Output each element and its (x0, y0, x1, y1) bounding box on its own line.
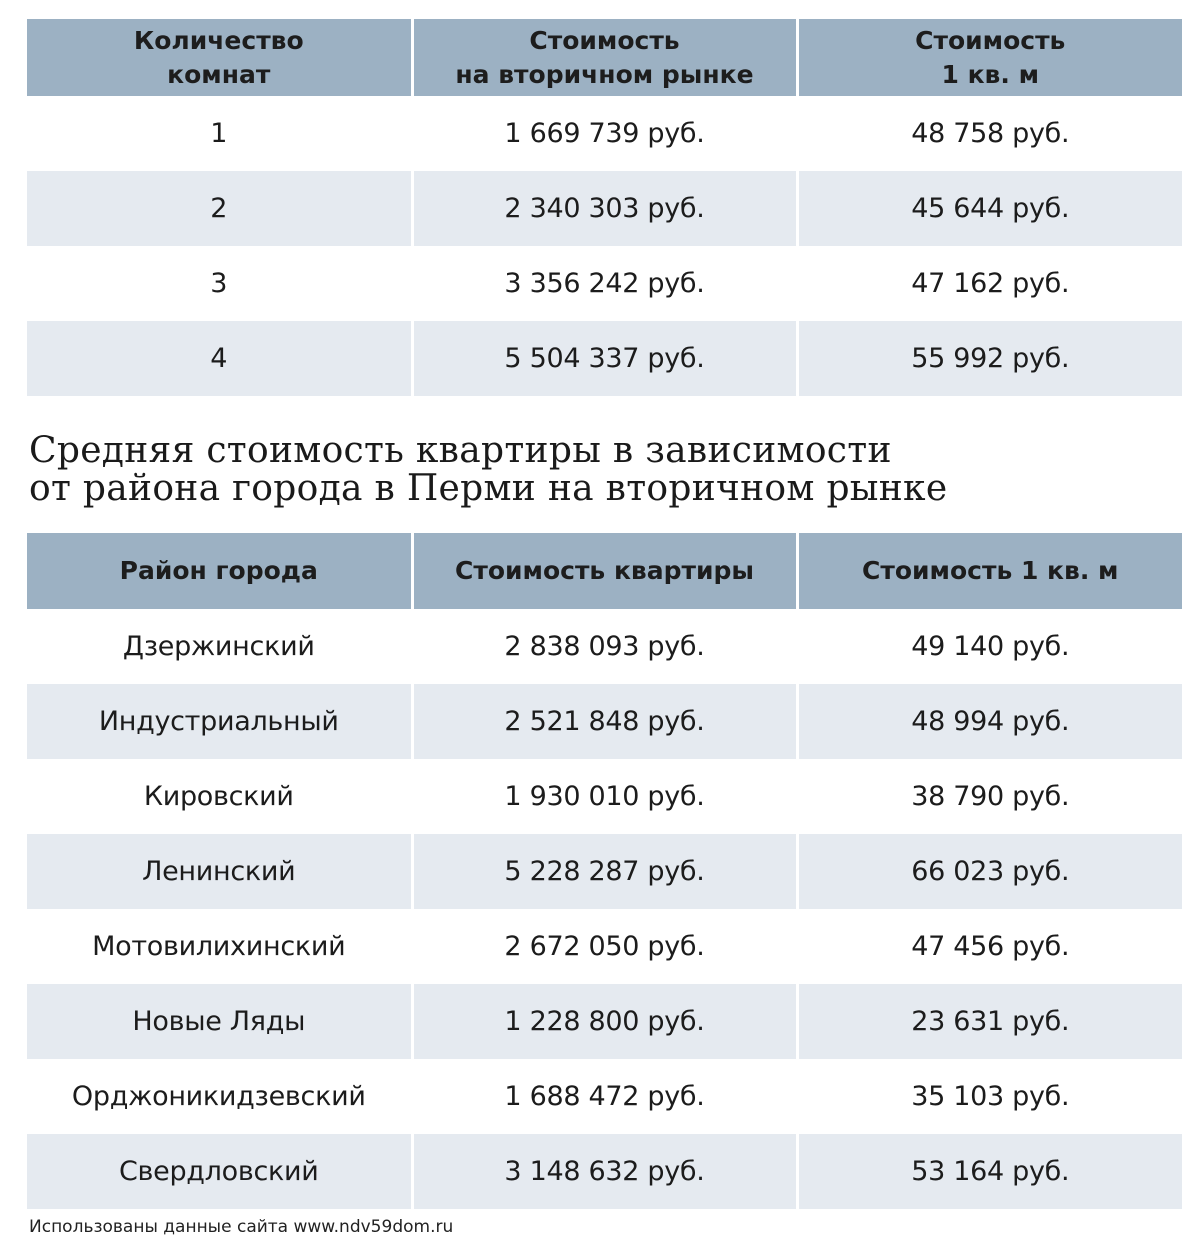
price-per-sqm-cell: 35 103 руб. (797, 1059, 1182, 1134)
district-cell: Ленинский (27, 834, 412, 909)
price-per-sqm-cell: 47 162 руб. (797, 246, 1182, 321)
price-cell: 5 228 287 руб. (412, 834, 797, 909)
header-line: Стоимость (915, 25, 1066, 55)
header-line: Стоимость (529, 25, 680, 55)
price-per-sqm-cell: 48 758 руб. (797, 96, 1182, 171)
table-row (27, 96, 1182, 171)
districts-price-table (27, 533, 1182, 1209)
price-per-sqm-cell: 49 140 руб. (797, 609, 1182, 684)
table-header-row (27, 533, 1182, 609)
rooms-cell: 4 (27, 321, 412, 396)
price-per-sqm-cell: 53 164 руб. (797, 1134, 1182, 1209)
table-row (27, 1134, 1182, 1209)
table-row (27, 684, 1182, 759)
price-per-sqm-cell: 48 994 руб. (797, 684, 1182, 759)
district-cell: Новые Ляды (27, 984, 412, 1059)
price-cell: 2 340 303 руб. (412, 171, 797, 246)
price-cell: 2 838 093 руб. (412, 609, 797, 684)
table-row (27, 609, 1182, 684)
table-row (27, 759, 1182, 834)
district-cell: Свердловский (27, 1134, 412, 1209)
rooms-cell: 3 (210, 268, 228, 299)
district-cell: Индустриальный (27, 684, 412, 759)
table-row (27, 834, 1182, 909)
price-cell: 1 930 010 руб. (412, 759, 797, 834)
source-note: Использованы данные сайта www.ndv59dom.ru (29, 1217, 454, 1237)
price-per-sqm-cell: 45 644 руб. (797, 171, 1182, 246)
table-header-row (27, 19, 1182, 96)
section-title-line: от района города в Перми на вторичном рынке (29, 468, 948, 509)
column-header-price-per-sqm: Стоимость 1 кв. м (797, 533, 1182, 609)
header-line: Количество (133, 25, 304, 55)
table-row (27, 246, 1182, 321)
rooms-cell: 2 (27, 171, 412, 246)
price-cell: 3 148 632 руб. (412, 1134, 797, 1209)
price-cell: 1 228 800 руб. (412, 984, 797, 1059)
section-title-line: Средняя стоимость квартиры в зависимости (29, 430, 892, 471)
price-cell: 1 669 739 руб. (412, 96, 797, 171)
price-cell: 2 672 050 руб. (412, 909, 797, 984)
district-cell: Мотовилихинский (92, 931, 346, 962)
header-line: комнат (167, 59, 271, 89)
column-header-price-per-sqm (797, 19, 1182, 96)
rooms-price-table (27, 19, 1182, 396)
column-header-secondary-price (412, 19, 797, 96)
price-cell: 5 504 337 руб. (412, 321, 797, 396)
district-cell: Дзержинский (122, 631, 315, 662)
header-line: на вторичном рынке (455, 59, 754, 89)
rooms-cell: 1 (210, 118, 228, 149)
column-header-rooms (27, 19, 412, 96)
price-cell: 1 688 472 руб. (412, 1059, 797, 1134)
column-header-apartment-price: Стоимость квартиры (412, 533, 797, 609)
price-per-sqm-cell: 23 631 руб. (797, 984, 1182, 1059)
price-per-sqm-cell: 66 023 руб. (797, 834, 1182, 909)
district-cell: Орджоникидзевский (71, 1081, 366, 1112)
table-row (27, 321, 1182, 396)
price-per-sqm-cell: 47 456 руб. (797, 909, 1182, 984)
price-cell: 2 521 848 руб. (412, 684, 797, 759)
table-row (27, 984, 1182, 1059)
price-cell: 3 356 242 руб. (412, 246, 797, 321)
header-line: 1 кв. м (941, 59, 1040, 89)
table-row (27, 171, 1182, 246)
table-row (27, 1059, 1182, 1134)
district-cell: Кировский (143, 781, 294, 812)
section-title (29, 432, 947, 508)
column-header-district: Район города (27, 533, 412, 609)
price-per-sqm-cell: 38 790 руб. (797, 759, 1182, 834)
price-per-sqm-cell: 55 992 руб. (797, 321, 1182, 396)
table-row (27, 909, 1182, 984)
